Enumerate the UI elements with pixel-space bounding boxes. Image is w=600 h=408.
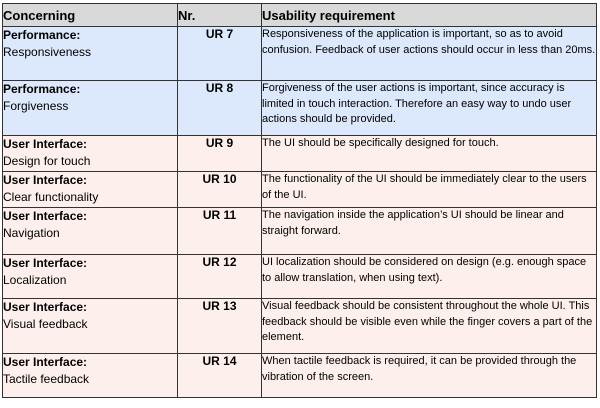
table-row bbox=[3, 81, 597, 136]
header-requirement: Usability requirement bbox=[262, 4, 597, 27]
requirement-text: The functionality of the UI should be immediately clear to the users of the UI. bbox=[262, 172, 597, 208]
concern-subcategory: Responsiveness bbox=[3, 45, 92, 59]
concern-subcategory: Navigation bbox=[3, 226, 60, 240]
concern-category: User Interface: bbox=[3, 300, 88, 314]
table-row bbox=[3, 172, 597, 208]
requirement-text: When tactile feedback is required, it can be provided through the vibration of the screen. bbox=[262, 354, 597, 398]
requirement-text: The UI should be specifically designed for touch. bbox=[262, 136, 597, 172]
requirement-text: Visual feedback should be consistent throughout the whole UI. This feedback should be visible even while the finger covers a part of the element. bbox=[262, 299, 597, 354]
concern-category: User Interface: bbox=[3, 137, 88, 151]
concern-subcategory: Design for touch bbox=[3, 154, 91, 168]
concern-category: User Interface: bbox=[3, 173, 88, 187]
concern-subcategory: Forgiveness bbox=[3, 99, 69, 113]
concern-cell bbox=[3, 81, 178, 136]
concern-category: Performance: bbox=[3, 28, 81, 42]
table-row bbox=[3, 136, 597, 172]
requirement-text: UI localization should be considered on design (e.g. enough space to allow translation, when using text). bbox=[262, 255, 597, 299]
requirement-text: Responsiveness of the application is important, so as to avoid confusion. Feedback of user actions should occur in less than 20ms. bbox=[262, 27, 597, 81]
usability-requirements-table bbox=[2, 3, 597, 398]
header-concerning: Concerning bbox=[3, 4, 178, 27]
requirement-number: UR 7 bbox=[178, 27, 262, 81]
concern-category: Performance: bbox=[3, 82, 81, 96]
table-row bbox=[3, 354, 597, 398]
concern-cell bbox=[3, 208, 178, 255]
table-row bbox=[3, 208, 597, 255]
table-header-row bbox=[3, 4, 597, 27]
concern-subcategory: Localization bbox=[3, 273, 67, 287]
concern-cell bbox=[3, 27, 178, 81]
requirement-number: UR 14 bbox=[178, 354, 262, 398]
table-row bbox=[3, 299, 597, 354]
concern-subcategory: Clear functionality bbox=[3, 190, 99, 204]
concern-cell bbox=[3, 255, 178, 299]
requirement-text: The navigation inside the application’s UI should be linear and straight forward. bbox=[262, 208, 597, 255]
table-row bbox=[3, 27, 597, 81]
requirement-number: UR 11 bbox=[178, 208, 262, 255]
requirement-number: UR 12 bbox=[178, 255, 262, 299]
requirement-number: UR 9 bbox=[178, 136, 262, 172]
concern-cell bbox=[3, 299, 178, 354]
requirement-number: UR 10 bbox=[178, 172, 262, 208]
header-nr: Nr. bbox=[178, 4, 262, 27]
concern-category: User Interface: bbox=[3, 355, 88, 369]
requirement-number: UR 8 bbox=[178, 81, 262, 136]
requirement-number: UR 13 bbox=[178, 299, 262, 354]
concern-cell bbox=[3, 136, 178, 172]
concern-subcategory: Tactile feedback bbox=[3, 372, 90, 386]
requirement-text: Forgiveness of the user actions is important, since accuracy is limited in touch interaction. Therefore an easy way to undo user actions should be provided. bbox=[262, 81, 597, 136]
concern-cell bbox=[3, 172, 178, 208]
concern-cell bbox=[3, 354, 178, 398]
concern-category: User Interface: bbox=[3, 256, 88, 270]
concern-category: User Interface: bbox=[3, 209, 88, 223]
table-row bbox=[3, 255, 597, 299]
concern-subcategory: Visual feedback bbox=[3, 317, 88, 331]
